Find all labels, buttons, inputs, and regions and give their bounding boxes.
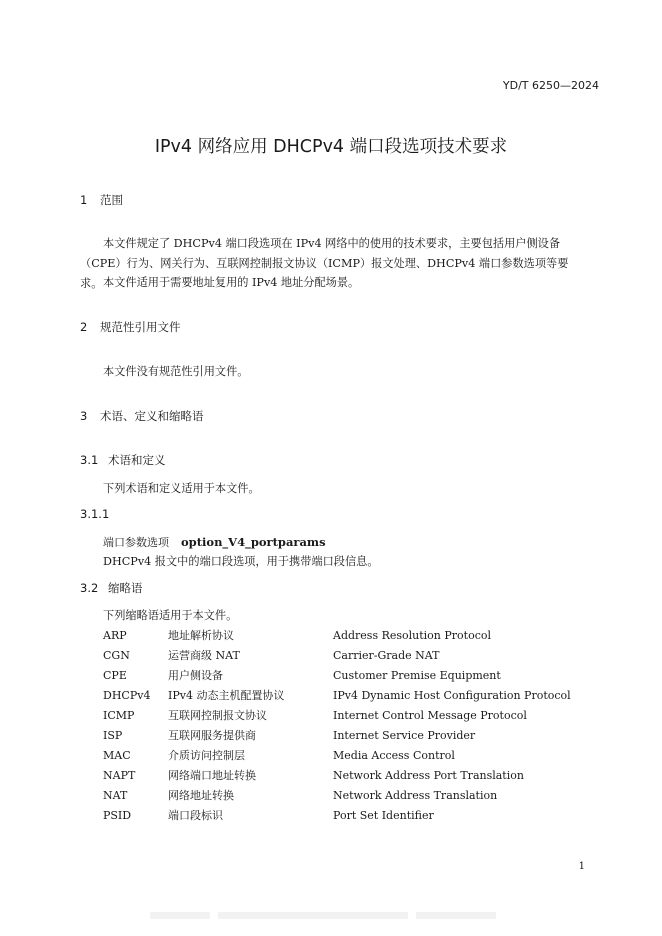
abbreviation-chinese: 用户侧设备 bbox=[168, 669, 223, 682]
abbreviation: NAT bbox=[103, 789, 128, 802]
section-title: 术语和定义 bbox=[108, 453, 166, 467]
abbreviation-chinese: 互联网服务提供商 bbox=[168, 729, 256, 742]
abbreviation-row bbox=[103, 806, 583, 826]
term-definition: DHCPv4 报文中的端口段选项，用于携带端口段信息。 bbox=[103, 555, 379, 568]
term-entry bbox=[103, 532, 326, 553]
abbreviation-english: Customer Premise Equipment bbox=[333, 669, 501, 682]
document-number: YD/T 6250—2024 bbox=[502, 79, 599, 92]
abbreviation-row bbox=[103, 686, 583, 706]
abbreviation-chinese: IPv4 动态主机配置协议 bbox=[168, 689, 285, 702]
abbreviation: CPE bbox=[103, 669, 127, 682]
abbreviation-english: Network Address Translation bbox=[333, 789, 498, 802]
section-number: 1 bbox=[80, 193, 88, 207]
abbreviation-row bbox=[103, 646, 583, 666]
abbreviation-row bbox=[103, 786, 583, 806]
section-1-paragraph-2: 本文件适用于需要地址复用的 IPv4 地址分配场景。 bbox=[103, 276, 360, 289]
section-title: 术语、定义和缩略语 bbox=[100, 409, 204, 423]
section-1-paragraph-1: 本文件规定了 DHCPv4 端口段选项在 IPv4 网络中的使用的技术要求，主要包括用户侧设备（CPE）行为、网关行为、互联网控制报文协议（ICMP）报文处理、DHCPv4 端口参数选项等要求。 bbox=[80, 237, 569, 290]
abbreviation-english: Network Address Port Translation bbox=[333, 769, 524, 782]
section-title: 缩略语 bbox=[108, 581, 143, 595]
section-3-2-heading bbox=[80, 580, 143, 596]
abbreviation-chinese: 地址解析协议 bbox=[168, 629, 234, 642]
abbreviation-row bbox=[103, 706, 583, 726]
abbreviation: MAC bbox=[103, 749, 131, 762]
abbreviation-chinese: 端口段标识 bbox=[168, 809, 223, 822]
abbreviation-english: Internet Control Message Protocol bbox=[333, 709, 527, 722]
abbreviation-row bbox=[103, 726, 583, 746]
section-3-2-paragraph-1: 下列缩略语适用于本文件。 bbox=[103, 609, 238, 622]
page-number: 1 bbox=[578, 861, 585, 872]
abbreviation-english: Address Resolution Protocol bbox=[333, 629, 492, 642]
abbreviation: ICMP bbox=[103, 709, 135, 722]
section-number: 3.2 bbox=[80, 581, 99, 595]
abbreviation-english: Media Access Control bbox=[333, 749, 455, 762]
section-3-1-1-number: 3.1.1 bbox=[80, 507, 110, 521]
section-2-paragraph-1: 本文件没有规范性引用文件。 bbox=[103, 365, 249, 378]
section-number: 3 bbox=[80, 409, 88, 423]
abbreviation-row bbox=[103, 766, 583, 786]
abbreviation-chinese: 互联网控制报文协议 bbox=[168, 709, 267, 722]
faint-watermark bbox=[150, 905, 510, 919]
abbreviation-chinese: 运营商级 NAT bbox=[168, 649, 240, 662]
section-title: 规范性引用文件 bbox=[100, 320, 181, 334]
abbreviation-row bbox=[103, 746, 583, 766]
section-title: 范围 bbox=[100, 193, 123, 207]
term-chinese: 端口参数选项 bbox=[103, 536, 169, 549]
section-3-1-paragraph-1: 下列术语和定义适用于本文件。 bbox=[103, 482, 260, 495]
abbreviation-chinese: 网络地址转换 bbox=[168, 789, 234, 802]
abbreviation: NAPT bbox=[103, 769, 136, 782]
abbreviation-row bbox=[103, 626, 583, 646]
abbreviation-english: IPv4 Dynamic Host Configuration Protocol bbox=[333, 689, 571, 702]
abbreviation-english: Port Set Identifier bbox=[333, 809, 434, 822]
abbreviation: CGN bbox=[103, 649, 130, 662]
section-number: 3.1 bbox=[80, 453, 99, 467]
abbreviation: ISP bbox=[103, 729, 123, 742]
term-english: option_V4_portparams bbox=[181, 535, 326, 549]
page-title: IPv4 网络应用 DHCPv4 端口段选项技术要求 bbox=[154, 137, 508, 157]
abbreviation-english: Internet Service Provider bbox=[333, 729, 476, 742]
section-1-heading bbox=[80, 192, 123, 208]
abbreviation-chinese: 网络端口地址转换 bbox=[168, 769, 256, 782]
section-number: 2 bbox=[80, 320, 88, 334]
abbreviation: PSID bbox=[103, 809, 132, 822]
abbreviation: DHCPv4 bbox=[103, 689, 151, 702]
section-3-1-heading bbox=[80, 452, 166, 468]
section-2-heading bbox=[80, 319, 181, 335]
abbreviation-row bbox=[103, 666, 583, 686]
abbreviation-list bbox=[103, 626, 583, 826]
abbreviation-chinese: 介质访问控制层 bbox=[168, 749, 245, 762]
abbreviation: ARP bbox=[103, 629, 127, 642]
abbreviation-english: Carrier-Grade NAT bbox=[333, 649, 440, 662]
section-3-heading bbox=[80, 408, 204, 424]
